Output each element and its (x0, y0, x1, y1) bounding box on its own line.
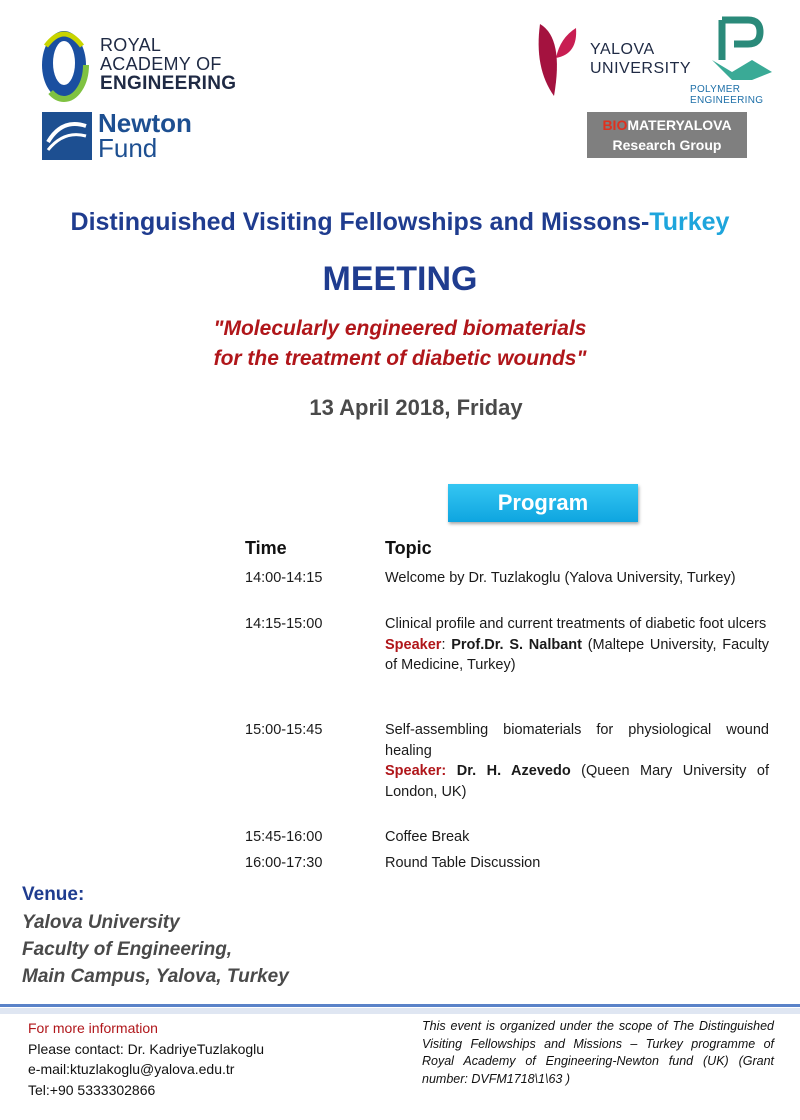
contact-info (28, 1018, 264, 1100)
row-topic: Clinical profile and current treatments of diabetic foot ulcers Speaker: Prof.Dr. S. Nalbant (Maltepe University, Faculty of Medicine, Turkey) (385, 616, 769, 673)
row-time: 14:15-15:00 (245, 616, 323, 632)
contact-email[interactable]: e-mail:ktuzlakoglu@yalova.edu.tr (28, 1061, 235, 1077)
meeting-subtitle: "Molecularly engineered biomaterials for the treatment of diabetic wounds" (213, 317, 587, 370)
rae-wordmark: ROYAL ACADEMY OF ENGINEERING (100, 35, 237, 94)
yalova-wordmark: YALOVA UNIVERSITY (590, 41, 692, 77)
row-time: 15:00-15:45 (245, 722, 323, 738)
meeting-heading: MEETING (322, 260, 478, 298)
row-topic: Coffee Break (385, 829, 470, 845)
venue-line: Main Campus, Yalova, Turkey (22, 966, 289, 987)
contact-person: Please contact: Dr. KadriyeTuzlakoglu (28, 1040, 265, 1057)
event-title: Distinguished Visiting Fellowships and Missons-Turkey (70, 208, 730, 236)
topic-column-header: Topic (385, 538, 432, 558)
time-column-header: Time (245, 538, 287, 558)
newton-fund-icon (42, 112, 92, 160)
footer-divider (0, 1004, 800, 1007)
yalova-leaf-icon (534, 18, 582, 98)
row-topic: Self-assembling biomaterials for physiological wound healing Speaker: Dr. H. Azevedo (Queen Mary University of London, UK) (385, 722, 769, 800)
row-time: 14:00-14:15 (245, 570, 323, 586)
footer-divider-shadow (0, 1008, 800, 1014)
newton-fund-wordmark: Newton Fund (98, 108, 192, 163)
rae-ring-icon (38, 26, 90, 104)
polymer-engineering-wordmark: POLYMER ENGINEERING (690, 84, 764, 106)
row-topic: Welcome by Dr. Tuzlakoglu (Yalova University, Turkey) (385, 570, 736, 586)
biomateryalova-badge: BIOMATERYALOVA Research Group (587, 112, 747, 158)
row-time: 16:00-17:30 (245, 855, 323, 871)
contact-heading: For more information (28, 1020, 158, 1036)
row-topic: Round Table Discussion (385, 855, 541, 871)
venue-heading: Venue: (22, 884, 85, 905)
row-time: 15:45-16:00 (245, 829, 323, 845)
polymer-engineering-icon (708, 16, 774, 80)
event-date: 13 April 2018, Friday (309, 395, 523, 420)
venue-line: Faculty of Engineering, (22, 939, 233, 960)
funding-note: This event is organized under the scope of The Distinguished Visiting Fellowships and Missions – Turkey programme of Royal Academy of Engineering-Newton fund (UK) (Grant number: DVFM1718\1\63 ) (422, 1019, 774, 1086)
contact-phone: Tel:+90 5333302866 (28, 1081, 156, 1098)
program-button[interactable]: Program (448, 484, 638, 522)
venue-line: Yalova University (22, 912, 180, 933)
